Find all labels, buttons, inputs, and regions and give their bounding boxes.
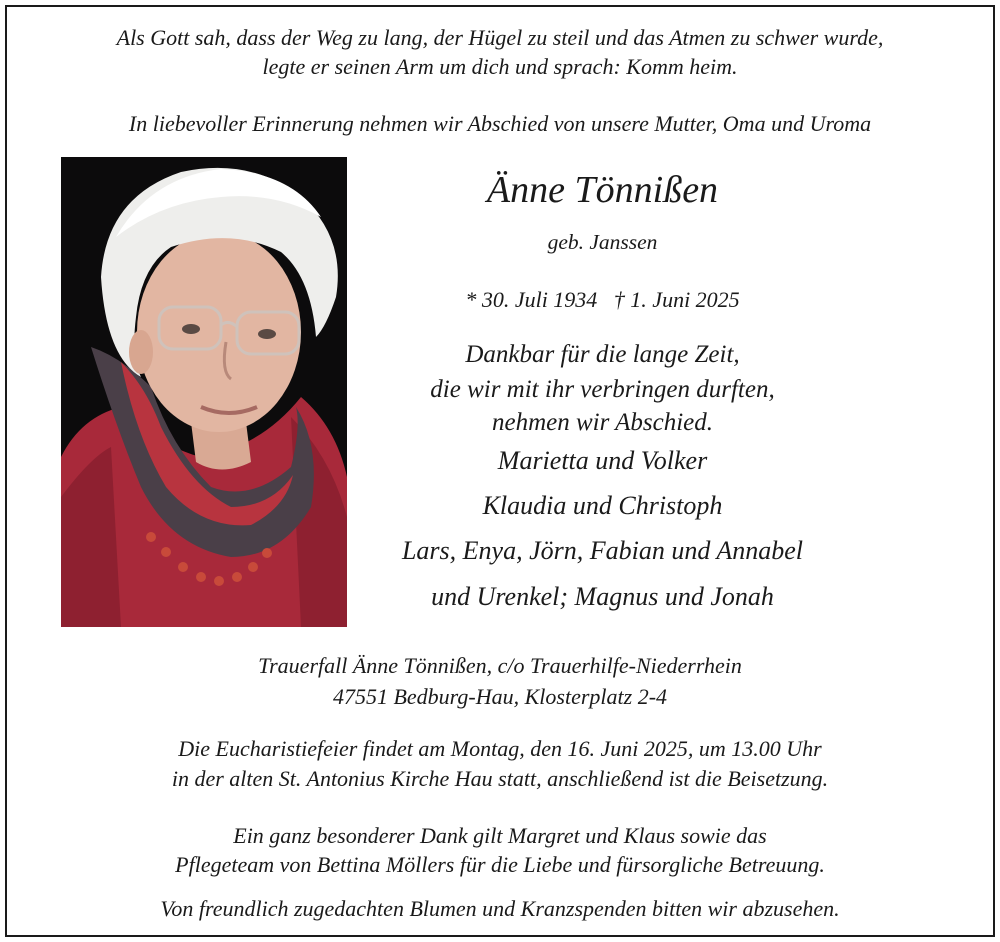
gratitude-line-1: Dankbar für die lange Zeit, (465, 341, 740, 368)
birth-name: geb. Janssen (547, 230, 658, 254)
quote-line-1: Als Gott sah, dass der Weg zu lang, der Hügel zu steil und das Atmen zu schwer wurde, (116, 25, 884, 50)
family-line: und Urenkel; Magnus und Jonah (431, 582, 774, 611)
life-dates: * 30. Juli 1934 † 1. Juni 2025 (465, 287, 740, 312)
intro-text: In liebevoller Erinnerung nehmen wir Abschied von unsere Mutter, Oma und Uroma (128, 111, 872, 136)
gratitude-line-2: die wir mit ihr verbringen durften, (430, 376, 775, 403)
quote-line-2: legte er seinen Arm um dich und sprach: Komm heim. (262, 54, 738, 79)
family-line: Marietta und Volker (497, 446, 708, 475)
service-line-2: in der alten St. Antonius Kirche Hau statt, anschließend ist die Beisetzung. (171, 766, 829, 791)
thanks-line-2: Pflegeteam von Bettina Möllers für die Liebe und fürsorgliche Betreuung. (175, 852, 825, 877)
family-line: Klaudia und Christoph (482, 491, 723, 520)
service-line-1: Die Eucharistiefeier findet am Montag, den 16. Juni 2025, um 13.00 Uhr (178, 736, 822, 761)
address-line-1: Trauerfall Änne Tönnißen, c/o Trauerhilfe-Niederrhein (258, 653, 742, 678)
closing-text: Von freundlich zugedachten Blumen und Kranzspenden bitten wir abzusehen. (160, 896, 840, 921)
gratitude-line-3: nehmen wir Abschied. (491, 409, 714, 436)
deceased-name: Änne Tönnißen (486, 169, 719, 211)
portrait-photo (61, 157, 347, 627)
thanks-line-1: Ein ganz besonderer Dank gilt Margret und Klaus sowie das (233, 823, 767, 848)
address-line-2: 47551 Bedburg-Hau, Klosterplatz 2-4 (332, 684, 668, 709)
family-line: Lars, Enya, Jörn, Fabian und Annabel (401, 536, 804, 565)
